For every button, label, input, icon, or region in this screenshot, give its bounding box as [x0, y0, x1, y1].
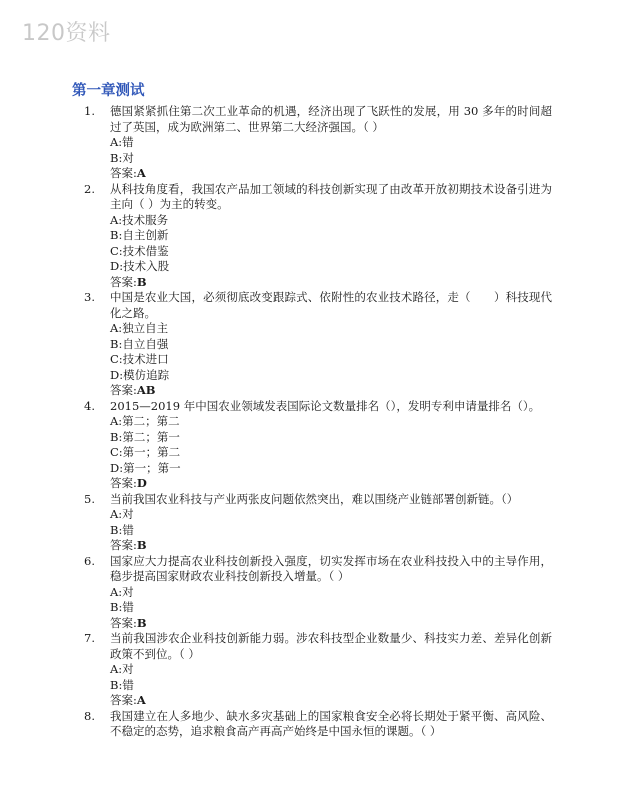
- answer-option: D:模仿追踪: [110, 367, 170, 382]
- question-number: 3.: [84, 290, 95, 304]
- answer-option: D:第一；第一: [110, 460, 181, 475]
- question-text: 德国紧紧抓住第二次工业革命的机遇，经济出现了飞跃性的发展，用 30 多年的时间超过了英国，成为欧洲第二、世界第二大经济强国。（ ）: [110, 104, 552, 134]
- answer-label: 答案:: [110, 693, 137, 707]
- question-item: [72, 182, 552, 291]
- question-item: [72, 399, 552, 492]
- answer-value: A: [136, 693, 146, 707]
- answer-option: A:对: [110, 584, 134, 599]
- answer-option: B:对: [110, 150, 134, 165]
- answer-option: A:独立自主: [110, 321, 169, 335]
- answer-option: A:第二；第二: [110, 414, 180, 428]
- answer-label: 答案:: [110, 615, 137, 630]
- answer-line: [110, 166, 552, 182]
- question-text: 从科技角度看，我国农产品加工领域的科技创新实现了由改革开放初期技术设备引进为主向（ ）为主的转变。: [110, 181, 552, 211]
- answer-label: 答案:: [110, 166, 137, 180]
- question-text: 2015—2019 年中国农业领域发表国际论文数量排名（），发明专利申请量排名（）。: [110, 398, 541, 413]
- answer-line: [110, 616, 552, 632]
- question-list: [72, 104, 552, 740]
- question-text: 国家应大力提高农业科技创新投入强度，切实发挥市场在农业科技投入中的主导作用，稳步提高国家财政农业科技创新投入增量。（ ）: [110, 553, 552, 583]
- answer-value: B: [136, 274, 147, 289]
- document-page: [72, 82, 552, 740]
- answer-line: [110, 476, 552, 492]
- answer-option: B:错: [110, 522, 134, 537]
- answer-option: B:错: [110, 600, 134, 614]
- answer-line: [110, 275, 552, 291]
- answer-option: A:技术服务: [110, 212, 169, 227]
- answer-value: AB: [136, 383, 156, 397]
- watermark: 120资料: [22, 21, 111, 46]
- answer-label: 答案:: [110, 274, 137, 289]
- answer-label: 答案:: [110, 383, 137, 397]
- question-number: 7.: [84, 631, 95, 645]
- answer-option: C:第一；第二: [110, 445, 181, 459]
- question-item: [72, 709, 552, 740]
- question-number: 8.: [84, 708, 95, 723]
- answer-line: [110, 538, 552, 554]
- answer-label: 答案:: [110, 538, 137, 552]
- question-number: 5.: [84, 491, 95, 506]
- answer-value: B: [136, 615, 147, 630]
- answer-option: D:技术入股: [110, 259, 170, 273]
- question-number: 6.: [84, 553, 95, 568]
- answer-option: B:第二；第一: [110, 429, 180, 444]
- question-item: [72, 290, 552, 399]
- question-item: [72, 104, 552, 182]
- question-item: [72, 492, 552, 554]
- question-text: 我国建立在人多地少、缺水多灾基础上的国家粮食安全必将长期处于紧平衡、高风险、不稳定的态势，追求粮食高产再高产始终是中国永恒的课题。（ ）: [110, 708, 552, 738]
- answer-option: A:错: [110, 135, 134, 149]
- question-number: 4.: [84, 398, 95, 413]
- answer-value: A: [136, 166, 146, 180]
- answer-value: B: [136, 538, 147, 552]
- answer-line: [110, 383, 552, 399]
- answer-option: B:错: [110, 677, 134, 692]
- chapter-title: 第一章测试: [72, 83, 145, 99]
- answer-option: A:对: [110, 662, 134, 676]
- answer-option: B:自立自强: [110, 336, 169, 351]
- question-number: 1.: [84, 104, 95, 118]
- answer-label: 答案:: [110, 476, 137, 490]
- answer-value: D: [136, 476, 147, 490]
- question-text: 当前我国涉农企业科技创新能力弱。涉农科技型企业数量少、科技实力差、差异化创新政策不到位。（ ）: [110, 631, 552, 661]
- question-text: 中国是农业大国，必须彻底改变跟踪式、依附性的农业技术路径，走（ ）科技现代化之路。: [110, 290, 552, 320]
- question-number: 2.: [84, 181, 95, 196]
- question-item: [72, 631, 552, 709]
- answer-option: A:对: [110, 507, 134, 521]
- answer-option: B:自主创新: [110, 228, 169, 242]
- answer-option: C:技术进口: [110, 352, 169, 366]
- answer-line: [110, 693, 552, 709]
- question-text: 当前我国农业科技与产业两张皮问题依然突出，难以围绕产业链部署创新链。（）: [110, 491, 519, 506]
- answer-option: C:技术借鉴: [110, 243, 169, 258]
- question-item: [72, 554, 552, 632]
